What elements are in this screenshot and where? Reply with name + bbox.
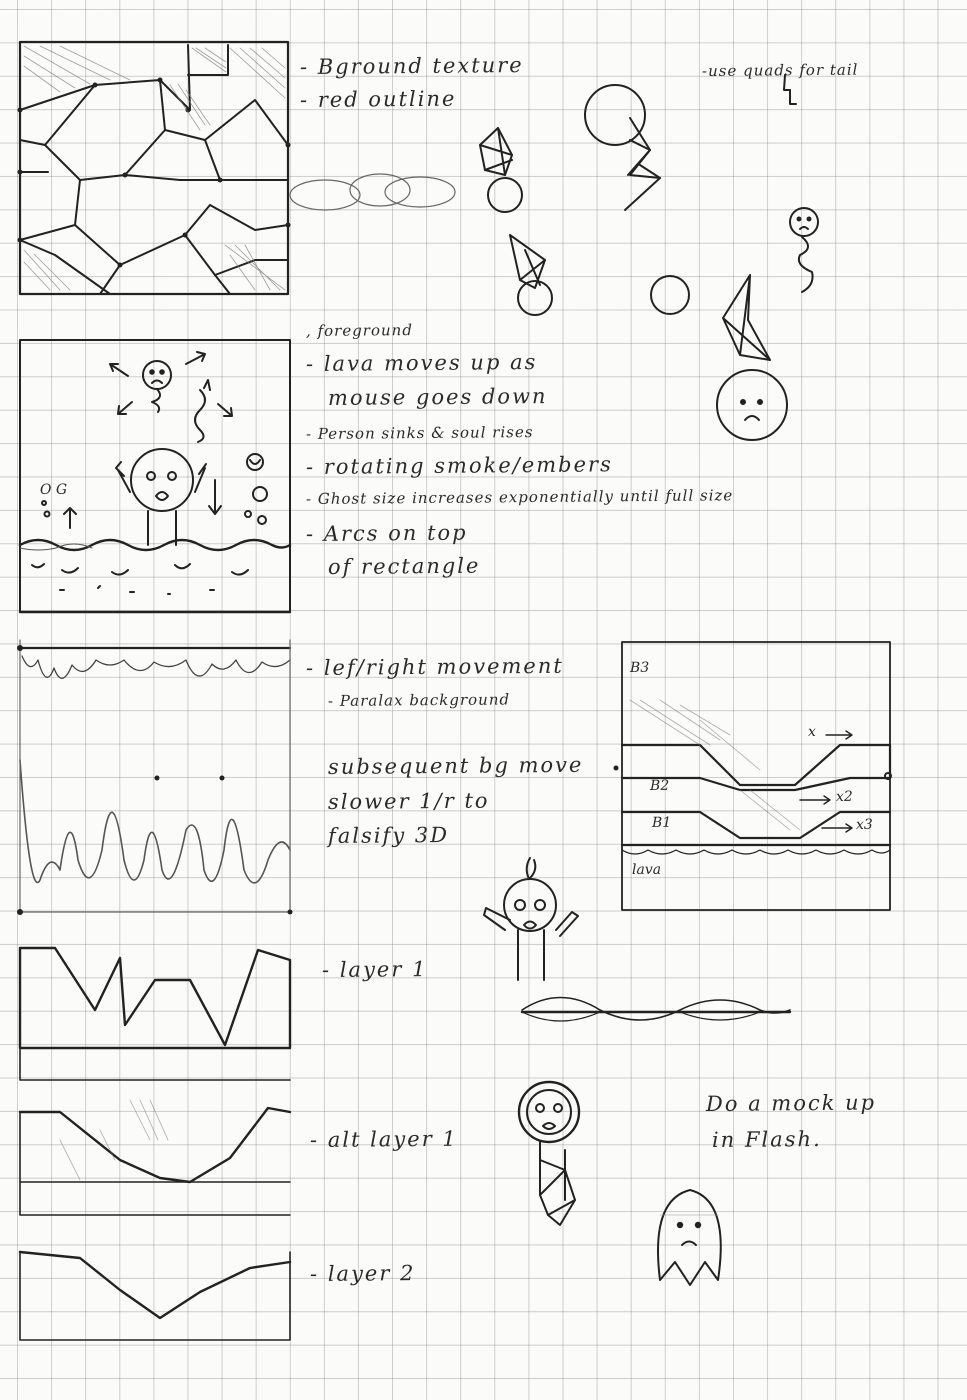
label-x3: x3 (855, 816, 873, 833)
person-arms-up (484, 858, 790, 1021)
layer1-panel (20, 948, 290, 1080)
label-x: x (807, 723, 816, 740)
label-b2: B2 (649, 777, 670, 794)
note-arcs-on-top: - Arcs on top (305, 520, 468, 546)
note-ghost-size: - Ghost size increases exponentially until full size (305, 486, 734, 508)
sinking-person-head (131, 449, 193, 511)
parallax-wave-panel (17, 640, 293, 915)
note-quads-for-tail: -use quads for tail (701, 60, 859, 80)
note-parallax: - Paralax background (327, 690, 511, 710)
label-b3: B3 (629, 659, 650, 676)
note-smoke-embers: - rotating smoke/embers (305, 452, 613, 479)
note-lava-moves: - lava moves up as (305, 349, 538, 376)
sad-ghost (658, 1190, 721, 1285)
label-x2: x2 (835, 788, 853, 805)
note-layer2: - layer 2 (309, 1261, 416, 1286)
note-of-rectangle: of rectangle (327, 553, 481, 579)
note-red-outline: - red outline (299, 86, 457, 112)
note-background-texture: - Bground texture (299, 53, 524, 79)
note-movement: - lef/right movement (305, 653, 564, 680)
foreground-panel (20, 340, 290, 612)
note-mouse-down: mouse goes down (327, 384, 548, 410)
note-layer1: - layer 1 (321, 957, 428, 982)
note-subsequent: subsequent bg move (327, 752, 584, 779)
rising-soul-head (143, 361, 171, 389)
layer2-panel (20, 1252, 290, 1340)
note-slower: slower 1/r to (327, 788, 490, 814)
note-alt-layer1: - alt layer 1 (309, 1126, 458, 1152)
note-mockup: Do a mock up (705, 1090, 877, 1116)
label-lava: lava (631, 861, 662, 878)
background-texture-panel (18, 42, 291, 294)
soul-with-tail (519, 1082, 579, 1225)
note-person-sinks: - Person sinks & soul rises (305, 423, 534, 443)
label-og: O G (39, 481, 68, 498)
note-in-flash: in Flash. (711, 1127, 822, 1152)
note-falsify: falsify 3D (327, 822, 450, 848)
label-b1: B1 (651, 814, 672, 831)
alt-layer1-panel (20, 1100, 290, 1215)
note-foreground: , foreground (305, 321, 413, 340)
